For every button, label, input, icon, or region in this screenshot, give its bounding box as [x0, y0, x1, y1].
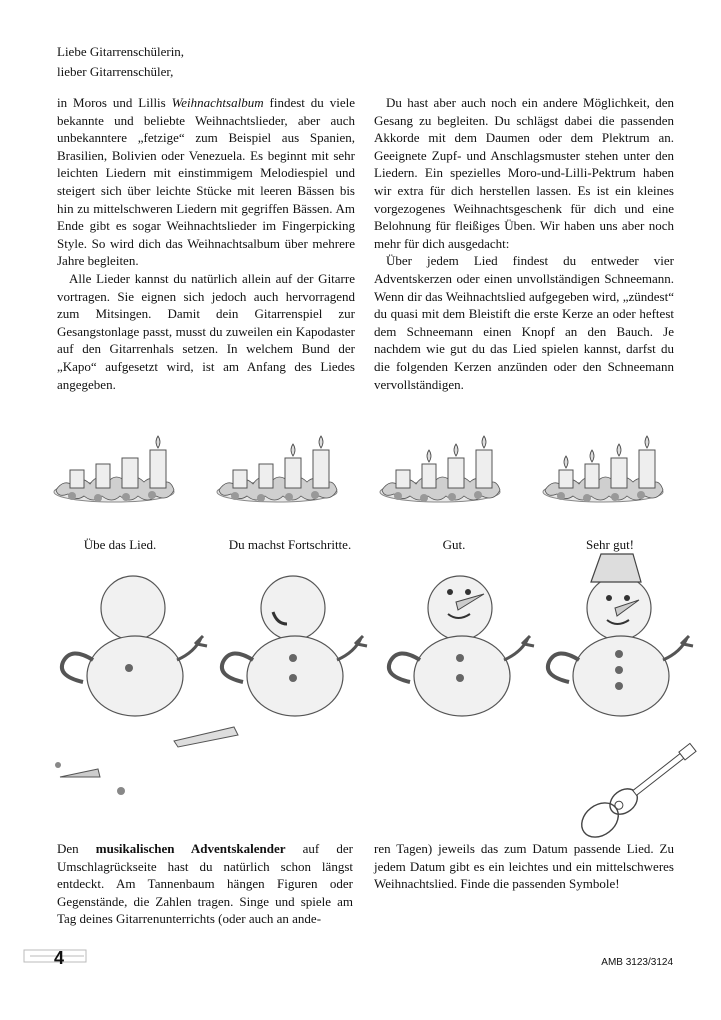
text-run: Den: [57, 841, 96, 856]
catalog-code: AMB 3123/3124: [601, 957, 673, 968]
text-run: findest du viele bekannte und beliebte Weihnachtslieder, aber auch unbekanntere „fetzige“ zum Beispiel aus Spanien, Brasilien, Bolivien oder Venezuela. Es beginnt mit sehr leichten Liedern mit einstimmigem Melodiespiel und steigert sich über leichte Stücke mit leeren Bässen bis hin zu mittelschweren Liedern mit gegriffen Bässen. Am Ende gibt es sogar Weihnachtslieder im Fingerpicking Style. So wird dich das Weihnachtsalbum über mehrere Jahre begleiten.: [57, 95, 355, 269]
paragraph: [57, 840, 353, 928]
pencil-icon: [117, 727, 238, 795]
snowman-icon: [389, 576, 534, 716]
paragraph: Du hast aber auch noch ein andere Möglichkeit, den Gesang zu begleiten. Du schlägst dabei die passenden Akkorde mit dem Daumen oder dem Plektrum an. Geeignete Zupf- und Anschlagsmuster stehen unter den Liedern. Ein spezielles Moro-und-Lilli-Pektrum haben wir extra für dich herstellen lassen. Es ist ein kleines vorgezogenes Weihnachtsgeschenk für dich und eine Belohnung für fleißiges Üben. Wir haben uns aber noch mehr für dich ausgedacht:: [374, 95, 674, 251]
greeting-line-1: Liebe Gitarrenschülerin,: [57, 44, 185, 59]
advent-wreath-icon: [217, 436, 337, 502]
calendar-title: musikalischen Adventskalender: [95, 841, 286, 856]
text-run: auf der Umschlagrückseite hast du natürlich schon längst entdeckt. Am Tannenbaum hängen Figuren oder Gegenstände, die Zahlen tragen. Singe und spiele am Tag deines Gitarrenunterrichts (oder auch an ande-: [57, 841, 353, 927]
snowman-icon: [548, 554, 693, 716]
advent-wreath-icon: [380, 436, 500, 502]
paragraph: ren Tagen) jeweils das zum Datum passende Lied. Zu jedem Datum gibt es ein leichtes und ein mittelschweres Weihnachtslied. Finde die passenden Symbole!: [374, 841, 674, 892]
caption-very-good: Sehr gut!: [585, 537, 635, 552]
carrot-nose-icon: [55, 762, 100, 777]
advent-wreath-icon: [54, 436, 174, 502]
advent-wreath-icon: [543, 436, 663, 502]
greeting-line-2: lieber Gitarrenschüler,: [57, 64, 174, 79]
album-title: Weihnachtsalbum: [171, 95, 264, 110]
snowman-icon: [222, 576, 367, 716]
guitar-icon: [575, 736, 702, 845]
bottom-right-column: [374, 840, 674, 893]
snowman-icon: [62, 576, 207, 716]
paragraph: Alle Lieder kannst du natürlich allein auf der Gitarre vortragen. Sie eignen sich jedoch auch hervorragend zum Mitsingen. Damit dein Gitarrenspiel zur Gesangstonlage passt, musst du zuweilen ein Kapodaster auf den Gitarrenhals setzen. In welchem Bund der „Kapo“ aufgesetzt wird, ist am Anfang des Liedes angegeben.: [57, 270, 355, 392]
caption-practice: Übe das Lied.: [83, 537, 157, 552]
page-number: 4: [54, 948, 65, 968]
caption-good: Gut.: [442, 537, 466, 552]
text-run: in Moros und Lillis: [57, 95, 172, 110]
paragraph: Über jedem Lied findest du entweder vier Adventskerzen oder einen unvollständigen Schneemann. Wenn dir das Weihnachtslied aufgegeben wird, „zündest“ du quasi mit dem Bleistift die erste Kerze an oder heftest dem Schneemann einen Knopf an den Bauch. Je nachdem wie gut du das Lied spielen kannst, darfst du die folgenden Kerzen anzünden oder den Schneemann vervollständigen.: [374, 253, 674, 392]
caption-progress: Du machst Fortschritte.: [228, 537, 352, 552]
bottom-left-column: [57, 840, 353, 928]
